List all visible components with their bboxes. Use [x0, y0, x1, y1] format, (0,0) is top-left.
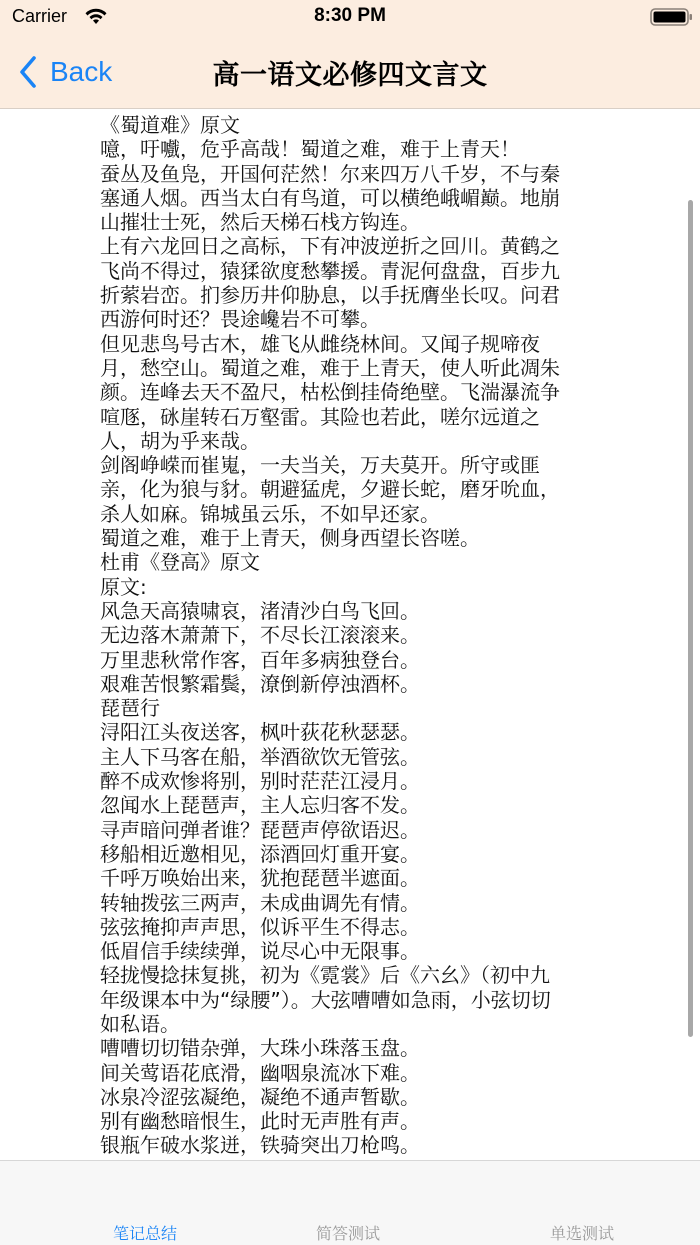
- text-line: 亲，化为狼与豺。朝避猛虎，夕避长蛇，磨牙吮血，: [100, 477, 560, 502]
- text-line: 杀人如麻。锦城虽云乐，不如早还家。: [100, 501, 440, 526]
- text-line: 西游何时还？畏途巉岩不可攀。: [100, 307, 380, 332]
- text-line: 间关莺语花底滑，幽咽泉流冰下难。: [100, 1060, 420, 1085]
- text-line: 无边落木萧萧下，不尽长江滚滚来。: [100, 623, 420, 648]
- text-line: 艰难苦恨繁霜鬓，潦倒新停浊酒杯。: [100, 671, 420, 696]
- text-line: 月，愁空山。蜀道之难，难于上青天，使人听此凋朱: [100, 355, 560, 380]
- text-line: 轻拢慢捻抹复挑，初为《霓裳》后《六幺》（初中九: [100, 963, 550, 988]
- chevron-left-icon: [18, 55, 38, 89]
- text-line: 原文:: [100, 574, 147, 599]
- text-line: 山摧壮士死，然后天梯石栈方钩连。: [100, 210, 420, 235]
- text-line: 如私语。: [100, 1011, 180, 1036]
- carrier-label: Carrier: [12, 6, 68, 26]
- text-line: 颜。连峰去天不盈尺，枯松倒挂倚绝壁。飞湍瀑流争: [100, 380, 560, 405]
- text-line: 冰泉冷涩弦凝绝，凝绝不通声暂歇。: [100, 1084, 420, 1109]
- header: [0, 0, 700, 109]
- text-line: 低眉信手续续弹，说尽心中无限事。: [100, 939, 420, 964]
- text-line: 浔阳江头夜送客，枫叶荻花秋瑟瑟。: [100, 720, 420, 745]
- text-line: 喧豗，砯崖转石万壑雷。其险也若此，嗟尔远道之: [100, 404, 540, 429]
- battery-full-icon: [650, 8, 694, 26]
- text-line: 折萦岩峦。扪参历井仰胁息，以手抚膺坐长叹。问君: [100, 283, 560, 308]
- text-line: 主人下马客在船，举酒欲饮无管弦。: [100, 744, 420, 769]
- text-line: 弦弦掩抑声声思，似诉平生不得志。: [100, 914, 420, 939]
- text-line: 忽闻水上琵琶声，主人忘归客不发。: [100, 793, 420, 818]
- text-line: 万里悲秋常作客，百年多病独登台。: [100, 647, 420, 672]
- text-line: 移船相近邀相见，添酒回灯重开宴。: [100, 841, 420, 866]
- status-bar: [0, 0, 700, 36]
- text-line: 蜀道之难，难于上青天，侧身西望长咨嗟。: [100, 526, 480, 551]
- text-line: 剑阁峥嵘而崔嵬，一夫当关，万夫莫开。所守或匪: [100, 453, 540, 478]
- text-line: 杜甫《登高》原文: [100, 550, 260, 575]
- text-line: 年级课本中为“绿腰”）。大弦嘈嘈如急雨，小弦切切: [100, 987, 551, 1012]
- clock: 8:30 PM: [314, 5, 386, 26]
- text-line: 银瓶乍破水浆迸，铁骑突出刀枪鸣。: [100, 1133, 420, 1158]
- tab-single-choice-test[interactable]: 单选测试: [549, 1224, 614, 1243]
- navigation-bar: [0, 36, 700, 108]
- text-scroll-view[interactable]: [0, 109, 700, 1160]
- text-line: 转轴拨弦三两声，未成曲调先有情。: [100, 890, 420, 915]
- text-line: 飞尚不得过，猿猱欲度愁攀援。青泥何盘盘，百步九: [100, 258, 560, 283]
- article-text: [100, 113, 592, 1158]
- text-line: 风急天高猿啸哀，渚清沙白鸟飞回。: [100, 598, 420, 623]
- vertical-scrollbar[interactable]: [688, 200, 693, 1037]
- text-line: 上有六龙回日之高标，下有冲波逆折之回川。黄鹤之: [100, 234, 560, 259]
- text-line: 千呼万唤始出来，犹抱琵琶半遮面。: [100, 866, 420, 891]
- tab-notes-summary[interactable]: 笔记总结: [112, 1224, 177, 1243]
- text-line: 人，胡为乎来哉。: [100, 428, 260, 453]
- text-line: 醉不成欢惨将别，别时茫茫江浸月。: [100, 769, 420, 794]
- tab-bar: [0, 1160, 700, 1245]
- text-line: 蚕丛及鱼凫，开国何茫然！尔来四万八千岁，不与秦: [100, 161, 560, 186]
- text-line: 寻声暗问弹者谁？琵琶声停欲语迟。: [100, 817, 420, 842]
- text-line: 嘈嘈切切错杂弹，大珠小珠落玉盘。: [100, 1036, 420, 1061]
- tab-short-answer-test[interactable]: 简答测试: [315, 1224, 380, 1243]
- text-line: 别有幽愁暗恨生，此时无声胜有声。: [100, 1109, 420, 1134]
- text-line: 《蜀道难》原文: [100, 113, 240, 137]
- back-label: Back: [50, 56, 113, 87]
- page-title: 高一语文必修四文言文: [212, 60, 488, 91]
- text-line: 塞通人烟。西当太白有鸟道，可以横绝峨嵋巅。地崩: [100, 185, 560, 210]
- text-line: 噫，吁嚱，危乎高哉！蜀道之难，难于上青天！: [100, 137, 520, 162]
- back-button[interactable]: [18, 50, 112, 94]
- text-line: 琵琶行: [100, 696, 160, 721]
- text-line: 但见悲鸟号古木，雄飞从雌绕林间。又闻子规啼夜: [100, 331, 540, 356]
